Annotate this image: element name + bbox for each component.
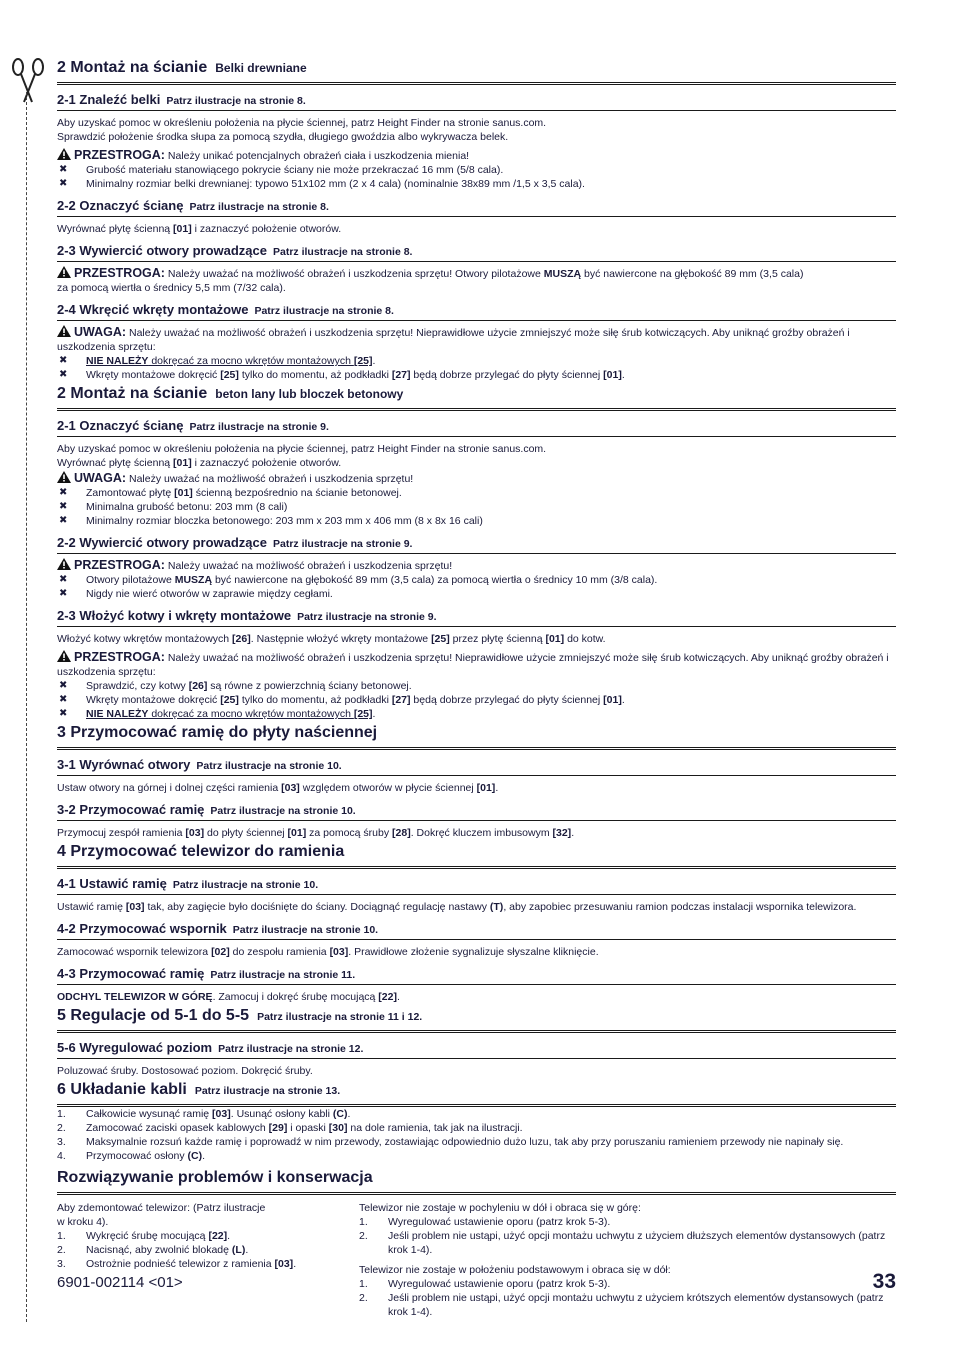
list-item xyxy=(57,1121,896,1135)
x-bullet-icon: ✖ xyxy=(59,694,68,705)
item-number: 1. xyxy=(359,1216,368,1228)
section-title: Rozwiązywanie problemów i konserwacja xyxy=(57,1169,373,1186)
list-item: ✖ NIE NALEŻY dokręcać za mocno wkrętów montażowych [25]. xyxy=(59,355,376,367)
x-bullet-icon: ✖ xyxy=(59,515,68,526)
section-heading-cables xyxy=(57,1081,896,1107)
section-heading-wood xyxy=(57,59,896,85)
step-title: 2-2 Wywiercić otwory prowadzące xyxy=(57,535,267,550)
section-title: 4 Przymocować telewizor do ramienia xyxy=(57,843,345,860)
warning-triangle-icon xyxy=(57,558,71,570)
step-ref: Patrz ilustracje na stronie 8. xyxy=(189,201,329,213)
section-heading-arm xyxy=(57,724,896,750)
section-ref: Patrz ilustracje na stronie 11 i 12. xyxy=(257,1011,423,1023)
warning-triangle-icon xyxy=(57,650,71,662)
item-text: Maksymalnie rozsuń każde ramię i poprowadź w nim przewody, zostawiając odpowiednio dużo luzu, tak aby przy poruszaniu ramieniem przewody nie napinały się. xyxy=(86,1136,844,1148)
document-code: 6901-002114 <01> xyxy=(57,1274,183,1291)
item-number: 3. xyxy=(57,1136,66,1148)
step-title: 4-1 Ustawić ramię xyxy=(57,876,167,891)
list-item: ✖ Otwory pilotażowe MUSZĄ być nawiercone na głębokość 89 mm (3,5 cala) za pomocą wiertła o średnicy 10 mm (3/8 cala). xyxy=(59,574,658,586)
caution-label: PRZESTROGA: xyxy=(74,148,165,162)
remove-tv-column xyxy=(57,1201,347,1319)
paragraph: Zamocować wspornik telewizora [02] do zespołu ramienia [03]. Prawidłowe złożenie sygnalizuje słyszalne kliknięcie. xyxy=(57,946,599,958)
list-item xyxy=(57,1229,347,1243)
page-number: 33 xyxy=(872,1270,896,1293)
paragraph: Telewizor nie zostaje w położeniu podstawowym i obraca się w dół: xyxy=(359,1264,671,1276)
step-title: 2-1 Znaleźć belki xyxy=(57,92,161,107)
item-ref: [03] xyxy=(274,1258,294,1270)
caution-block: PRZESTROGA: Należy uważać na możliwość obrażeń i uszkodzenia sprzętu! xyxy=(57,558,896,573)
item-ref: [29] xyxy=(268,1122,288,1134)
list-item: ✖ Wkręty montażowe dokręcić [25] tylko do momentu, aż podkładki [27] będą dobrze przylegać do płyty ściennej [01]. xyxy=(59,694,625,706)
item-text: Wykręcić śrubę mocującą xyxy=(86,1230,209,1242)
item-text: Wyregulować ustawienie oporu (patrz krok 5-3). xyxy=(388,1216,611,1228)
section-heading-troubleshooting xyxy=(57,1169,896,1195)
paragraph: ODCHYL TELEWIZOR W GÓRĘ. Zamocuj i dokręć śrubę mocującą [22]. xyxy=(57,991,400,1003)
paragraph: Ustaw otwory na górnej i dolnej części ramienia [03] względem otworów w płycie ściennej [01]. xyxy=(57,782,499,794)
tilt-problems-column xyxy=(359,1201,896,1319)
list-item: ✖ Minimalna grubość betonu: 203 mm (8 cali) xyxy=(59,501,288,513)
section-title: 2 Montaż na ścianie xyxy=(57,59,208,76)
x-bullet-icon: ✖ xyxy=(59,501,68,512)
list-item: ✖ Sprawdzić, czy kotwy [26] są równe z powierzchnią ściany betonowej. xyxy=(59,680,412,692)
warning-triangle-icon xyxy=(57,266,71,278)
bullet-list xyxy=(57,679,896,721)
paragraph: w kroku 4). xyxy=(57,1216,109,1228)
step-title: 2-1 Oznaczyć ścianę xyxy=(57,418,184,433)
list-item xyxy=(57,1243,347,1257)
paragraph: Aby uzyskać pomoc w określeniu położenia na płycie ściennej, patrz Height Finder na stronie sanus.com. xyxy=(57,117,547,129)
step-ref: Patrz ilustracje na stronie 10. xyxy=(210,805,356,817)
item-text: Jeśli problem nie ustąpi, użyć opcji montażu uchwytu z użyciem dłuższych elementów dystansowych (patrz krok 1-4). xyxy=(388,1230,886,1256)
step-title: 3-1 Wyrównać otwory xyxy=(57,757,191,772)
item-ref: [30] xyxy=(328,1122,348,1134)
bullet-list xyxy=(57,573,896,601)
caution-text: Należy unikać potencjalnych obrażeń ciała i uszkodzenia mienia! xyxy=(167,150,470,162)
bullet-list xyxy=(57,354,896,382)
caution-block xyxy=(57,148,896,163)
item-text: . xyxy=(293,1258,297,1270)
paragraph: Wyrównać płytę ścienną [01] i zaznaczyć położenie otworów. xyxy=(57,223,342,235)
paragraph: Sprawdzić położenie środka słupa za pomocą szydła, długiego gwoździa albo wykrywacza belek. xyxy=(57,131,509,143)
step-heading xyxy=(57,532,896,554)
list-item xyxy=(359,1277,896,1291)
notice-block: UWAGA: Należy uważać na możliwość obrażeń i uszkodzenia sprzętu! xyxy=(57,471,896,486)
troubleshooting-columns xyxy=(57,1201,896,1319)
item-ref: [22] xyxy=(208,1230,228,1242)
step-ref: Patrz ilustracje na stronie 9. xyxy=(297,611,437,623)
paragraph: Poluzować śruby. Dostosować poziom. Dokręcić śruby. xyxy=(57,1065,313,1077)
caution-label: PRZESTROGA: xyxy=(74,650,165,664)
item-text: i opaski xyxy=(287,1122,329,1134)
list-item: ✖ Minimalny rozmiar belki drewnianej: typowo 51x102 mm (2 x 4 cala) (nominalnie 38x89 mm /1,5 x 3,5 cala). xyxy=(59,178,585,190)
item-text: na dole ramienia, tak jak na ilustracji. xyxy=(347,1122,523,1134)
numbered-list xyxy=(359,1215,896,1257)
warning-triangle-icon xyxy=(57,325,71,337)
item-number: 2. xyxy=(359,1292,368,1304)
step-ref: Patrz ilustracje na stronie 10. xyxy=(232,924,379,936)
step-heading xyxy=(57,754,896,776)
item-text: . Usunąć osłony kabli xyxy=(230,1108,333,1120)
step-title: 4-2 Przymocować wspornik xyxy=(57,921,227,936)
caution-label: PRZESTROGA: xyxy=(74,558,165,572)
step-title: 2-4 Wkręcić wkręty montażowe xyxy=(57,302,249,317)
section-title: 2 Montaż na ścianie xyxy=(57,385,208,402)
list-item xyxy=(359,1229,896,1257)
x-bullet-icon: ✖ xyxy=(59,164,68,175)
list-item xyxy=(57,1149,896,1163)
list-item: ✖ Grubość materiału stanowiącego pokrycie ściany nie może przekraczać 16 mm (5/8 cala). xyxy=(59,164,504,176)
list-item xyxy=(359,1215,896,1229)
paragraph: Aby uzyskać pomoc w określeniu położenia na płycie ściennej, patrz Height Finder na stronie sanus.com. xyxy=(57,443,547,455)
item-text: . xyxy=(202,1150,206,1162)
step-ref: Patrz ilustracje na stronie 9. xyxy=(273,538,413,550)
section-title: 5 Regulacje od 5-1 do 5-5 xyxy=(57,1007,250,1024)
step-ref: Patrz ilustracje na stronie 9. xyxy=(189,421,329,433)
x-bullet-icon: ✖ xyxy=(59,178,68,189)
section-heading-tv xyxy=(57,843,896,869)
x-bullet-icon: ✖ xyxy=(59,355,68,366)
list-item: ✖ Wkręty montażowe dokręcić [25] tylko do momentu, aż podkładki [27] będą dobrze przylegać do płyty ściennej [01]. xyxy=(59,369,625,381)
caution-block: PRZESTROGA: Należy uważać na możliwość obrażeń i uszkodzenia sprzętu! Otwory pilotażowe MUSZĄ być nawiercone na głębokość 89 mm (3,5 cala) za pomocą wiertła o średnicy 5,5 mm (7/32 cala). xyxy=(57,266,804,294)
page-content xyxy=(57,57,896,1319)
step-title: 2-2 Oznaczyć ścianę xyxy=(57,198,184,213)
item-number: 2. xyxy=(57,1244,66,1256)
item-number: 1. xyxy=(359,1278,368,1290)
item-ref: (C) xyxy=(332,1108,348,1120)
list-item xyxy=(57,1135,896,1149)
step-heading xyxy=(57,799,896,821)
numbered-list xyxy=(57,1229,347,1271)
x-bullet-icon: ✖ xyxy=(59,574,68,585)
step-heading xyxy=(57,605,896,627)
step-title: 3-2 Przymocować ramię xyxy=(57,802,205,817)
item-number: 2. xyxy=(359,1230,368,1242)
section-title: 6 Układanie kabli xyxy=(57,1081,187,1098)
x-bullet-icon: ✖ xyxy=(59,369,68,380)
step-heading xyxy=(57,299,896,321)
step-ref: Patrz ilustracje na stronie 10. xyxy=(172,879,319,891)
item-ref: (L) xyxy=(231,1244,246,1256)
section-heading-concrete xyxy=(57,385,896,411)
warning-triangle-icon xyxy=(57,471,71,483)
item-ref: [03] xyxy=(212,1108,231,1120)
paragraph: Aby zdemontować telewizor: (Patrz ilustracje xyxy=(57,1202,266,1214)
step-heading xyxy=(57,89,896,111)
item-number: 1. xyxy=(57,1230,66,1242)
step-ref: Patrz ilustracje na stronie 8. xyxy=(273,246,413,258)
list-item xyxy=(57,1257,347,1271)
item-number: 4. xyxy=(57,1150,66,1162)
section-title: 3 Przymocować ramię do płyty naściennej xyxy=(57,724,378,741)
section-subtitle: beton lany lub bloczek betonowy xyxy=(215,387,404,401)
warning-triangle-icon xyxy=(57,148,71,160)
list-item xyxy=(57,1107,896,1121)
numbered-list xyxy=(57,1107,896,1163)
section-subtitle: Belki drewniane xyxy=(215,61,307,75)
item-text: Całkowicie wysunąć ramię xyxy=(86,1108,213,1120)
step-ref: Patrz ilustracje na stronie 12. xyxy=(218,1043,364,1055)
bullet-list xyxy=(57,486,896,528)
numbered-list xyxy=(359,1277,896,1319)
step-heading xyxy=(57,1037,896,1059)
item-text: Wyregulować ustawienie oporu (patrz krok 5-3). xyxy=(388,1278,611,1290)
paragraph: Włożyć kotwy wkrętów montażowych [26]. Następnie włożyć wkręty montażowe [25] przez płytę ścienną [01] do kotw. xyxy=(57,633,606,645)
step-heading xyxy=(57,240,896,262)
section-heading-adjust xyxy=(57,1007,896,1033)
paragraph: Telewizor nie zostaje w pochyleniu w dół i obraca się w górę: xyxy=(359,1202,641,1214)
item-text: Zamocować zaciski opasek kablowych xyxy=(86,1122,269,1134)
item-number: 2. xyxy=(57,1122,66,1134)
x-bullet-icon: ✖ xyxy=(59,588,68,599)
step-heading xyxy=(57,195,896,217)
list-item: ✖ Minimalny rozmiar bloczka betonowego: 203 mm x 203 mm x 406 mm (8 x 8x 16 cali) xyxy=(59,515,483,527)
notice-label: UWAGA: xyxy=(74,325,127,339)
caution-label: PRZESTROGA: xyxy=(74,266,165,280)
list-item: ✖ Nigdy nie wierć otworów w zaprawie między cegłami. xyxy=(59,588,333,600)
list-item xyxy=(359,1291,896,1319)
x-bullet-icon: ✖ xyxy=(59,487,68,498)
caution-block: PRZESTROGA: Należy uważać na możliwość obrażeń i uszkodzenia sprzętu! Nieprawidłowe użycie zmniejszyć może siłę śrub kotwiczących. Aby uniknąć groźby obrażeń i uszkodzenia sprzętu: xyxy=(57,650,889,678)
bullet-list xyxy=(57,163,896,191)
step-heading xyxy=(57,415,896,437)
item-ref: (C) xyxy=(187,1150,203,1162)
item-text: Nacisnąć, aby zwolnić blokadę xyxy=(86,1244,232,1256)
step-title: 4-3 Przymocować ramię xyxy=(57,966,205,981)
step-ref: Patrz ilustracje na stronie 8. xyxy=(254,305,394,317)
item-text: . xyxy=(227,1230,231,1242)
item-text: . xyxy=(245,1244,249,1256)
step-title: 5-6 Wyregulować poziom xyxy=(57,1040,213,1055)
x-bullet-icon: ✖ xyxy=(59,680,68,691)
scissors-icon xyxy=(10,56,46,106)
step-heading xyxy=(57,963,896,985)
step-heading xyxy=(57,873,896,895)
cut-line xyxy=(26,92,27,1322)
step-title: 2-3 Wywiercić otwory prowadzące xyxy=(57,243,267,258)
item-number: 3. xyxy=(57,1258,66,1270)
notice-label: UWAGA: xyxy=(74,471,127,485)
step-heading xyxy=(57,918,896,940)
item-text: . xyxy=(347,1108,351,1120)
step-title: 2-3 Włożyć kotwy i wkręty montażowe xyxy=(57,608,292,623)
list-item: ✖ Zamontować płytę [01] ścienną bezpośrednio na ścianie betonowej. xyxy=(59,487,402,499)
item-text: Jeśli problem nie ustąpi, użyć opcji montażu uchwytu z użyciem krótszych elementów dystansowych (patrz krok 1-4). xyxy=(388,1292,884,1318)
step-ref: Patrz ilustracje na stronie 8. xyxy=(166,95,306,107)
paragraph: Ustawić ramię [03] tak, aby zagięcie było dociśnięte do ściany. Dociągnąć regulację nastawy (T), aby zapobiec przesuwaniu ramion podczas instalacji wspornika telewizora. xyxy=(57,901,857,913)
paragraph: Przymocuj zespół ramienia [03] do płyty ściennej [01] za pomocą śruby [28]. Dokręć kluczem imbusowym [32]. xyxy=(57,827,575,839)
step-ref: Patrz ilustracje na stronie 11. xyxy=(210,969,356,981)
step-ref: Patrz ilustracje na stronie 10. xyxy=(196,760,342,772)
item-text: Ostrożnie podnieść telewizor z ramienia xyxy=(86,1258,275,1270)
paragraph: Wyrównać płytę ścienną [01] i zaznaczyć położenie otworów. xyxy=(57,457,342,469)
item-text: Przymocować osłony xyxy=(86,1150,188,1162)
item-number: 1. xyxy=(57,1108,66,1120)
list-item: ✖ NIE NALEŻY dokręcać za mocno wkrętów montażowych [25]. xyxy=(59,708,376,720)
x-bullet-icon: ✖ xyxy=(59,708,68,719)
section-ref: Patrz ilustracje na stronie 13. xyxy=(194,1085,341,1097)
notice-block: UWAGA: Należy uważać na możliwość obrażeń i uszkodzenia sprzętu! Nieprawidłowe użycie zmniejszyć może siłę śrub kotwiczących. Aby uniknąć groźby obrażeń i uszkodzenia sprzętu: xyxy=(57,325,850,353)
